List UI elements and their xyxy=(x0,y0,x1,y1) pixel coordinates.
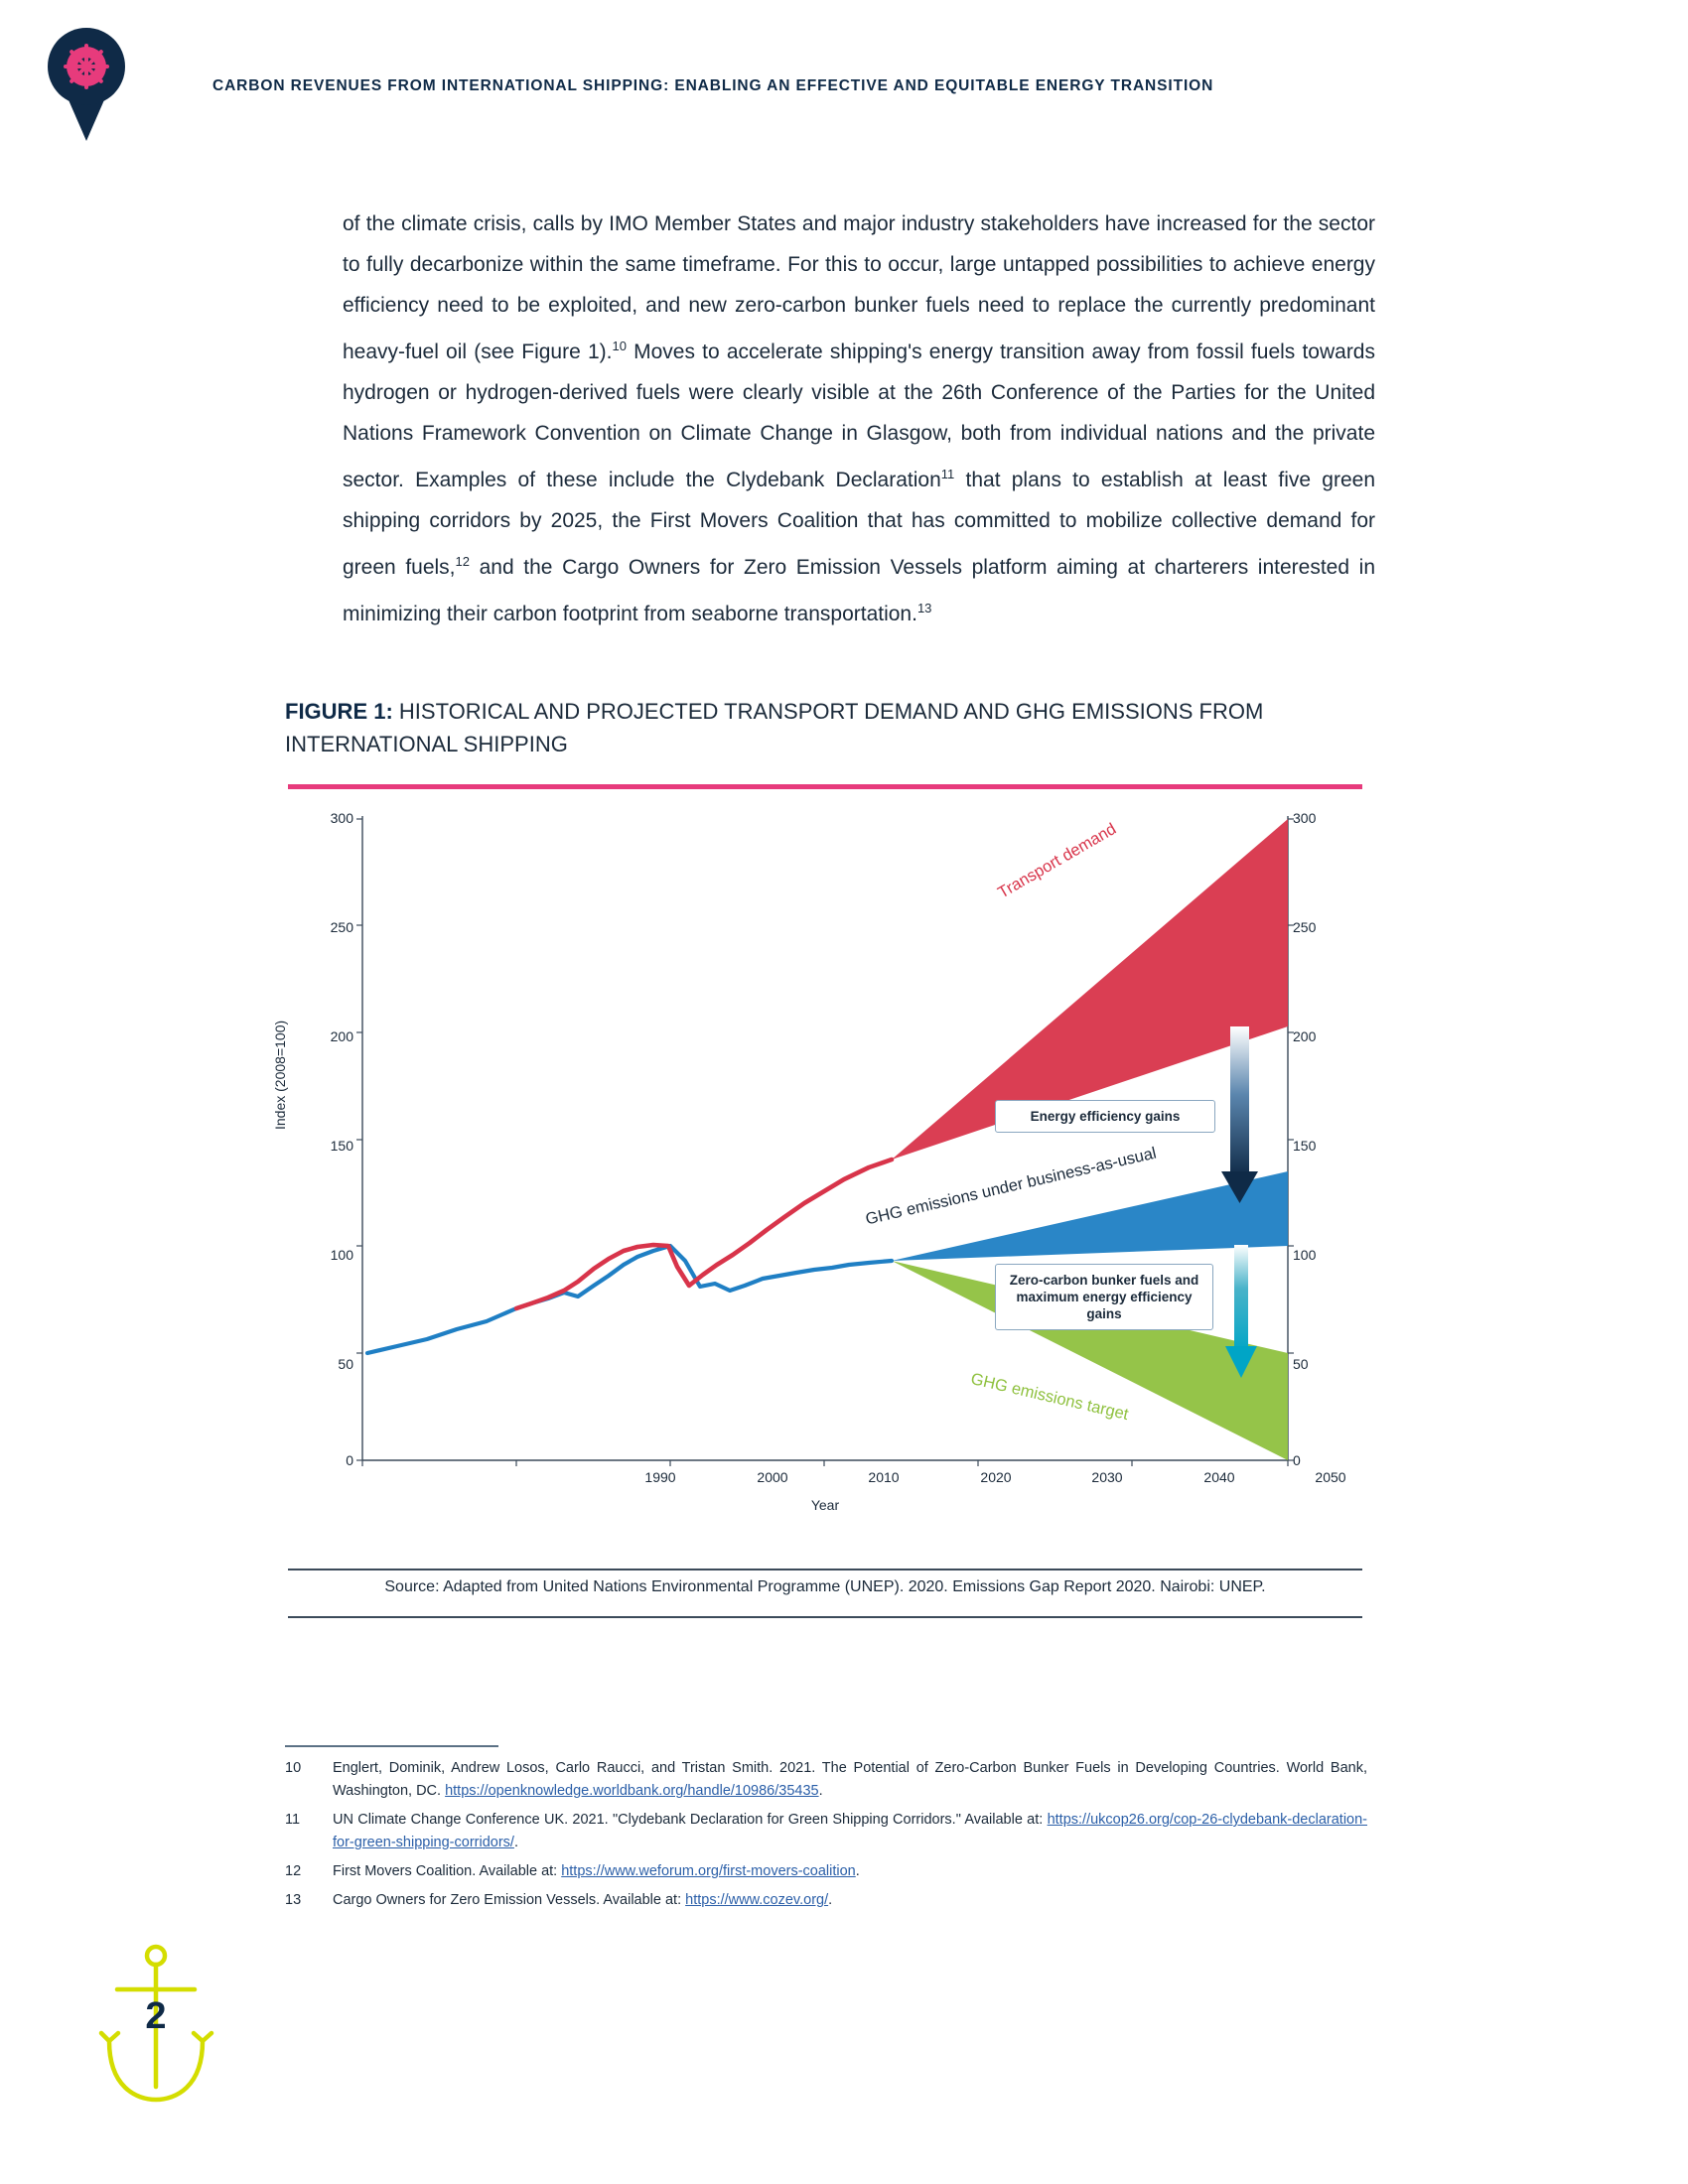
footnote-list xyxy=(285,1757,1367,1918)
callout-energy-efficiency-gains: Energy efficiency gains xyxy=(995,1100,1215,1133)
y-tick-left-150: 150 xyxy=(330,1138,353,1154)
footnote-text: UN Climate Change Conference UK. 2021. "Clydebank Declaration for Green Shipping Corridors." Available at: https://ukcop26.org/cop-26-clydebank-declaration-for-green-shipping-corridors/. xyxy=(333,1812,1367,1850)
y-tick-left-100: 100 xyxy=(330,1247,353,1263)
figure-1 xyxy=(272,784,1362,1618)
series-label-transport-demand: Transport demand xyxy=(995,819,1120,902)
footnote-text: Cargo Owners for Zero Emission Vessels. Available at: https://www.cozev.org/. xyxy=(333,1892,833,1908)
figure-top-rule xyxy=(288,784,1362,789)
y-tick-right-150: 150 xyxy=(1293,1138,1317,1154)
footnote-link[interactable]: https://ukcop26.org/cop-26-clydebank-declaration-for-green-shipping-corridors/ xyxy=(333,1812,1367,1850)
footnote-item xyxy=(285,1757,1367,1803)
y-tick-right-200: 200 xyxy=(1293,1028,1317,1044)
y-tick-right-100: 100 xyxy=(1293,1247,1317,1263)
footnote-number: 11 xyxy=(285,1812,301,1828)
x-tick-1990: 1990 xyxy=(644,1469,676,1485)
footnote-number: 13 xyxy=(285,1892,302,1908)
footnote-item xyxy=(285,1809,1367,1854)
chart-plot xyxy=(288,802,1362,1497)
map-pin-ship-wheel-icon xyxy=(48,28,125,145)
y-tick-left-250: 250 xyxy=(330,919,353,935)
footnote-link[interactable]: https://www.weforum.org/first-movers-coalition xyxy=(561,1863,856,1879)
y-tick-left-200: 200 xyxy=(330,1028,353,1044)
y-tick-right-0: 0 xyxy=(1293,1452,1301,1468)
x-tick-2010: 2010 xyxy=(868,1469,900,1485)
figure-title: HISTORICAL AND PROJECTED TRANSPORT DEMAND AND GHG EMISSIONS FROM INTERNATIONAL SHIPPING xyxy=(285,699,1264,756)
y-tick-right-250: 250 xyxy=(1293,919,1317,935)
footnote-text: Englert, Dominik, Andrew Losos, Carlo Raucci, and Tristan Smith. 2021. The Potential of Zero-Carbon Bunker Fuels in Developing Countries. World Bank, Washington, DC. https://openknowledge.worldbank.org/handle/10986/35435. xyxy=(333,1760,1367,1799)
y-tick-left-50: 50 xyxy=(338,1356,353,1372)
anchor-icon xyxy=(91,1938,220,2116)
footnote-item xyxy=(285,1889,1367,1912)
footnote-item xyxy=(285,1860,1367,1883)
x-axis-label: Year xyxy=(810,1497,840,1513)
y-axis-label: Index (2008=100) xyxy=(272,1020,288,1130)
x-tick-2040: 2040 xyxy=(1203,1469,1235,1485)
x-tick-2030: 2030 xyxy=(1091,1469,1123,1485)
x-tick-2000: 2000 xyxy=(757,1469,788,1485)
footnote-separator xyxy=(285,1745,498,1747)
chart-area xyxy=(272,802,1362,1557)
footnote-text: First Movers Coalition. Available at: https://www.weforum.org/first-movers-coalition. xyxy=(333,1863,860,1879)
y-tick-left-0: 0 xyxy=(346,1452,353,1468)
figure-label: FIGURE 1: xyxy=(285,699,393,724)
callout-zero-carbon-fuels: Zero-carbon bunker fuels and maximum energy efficiency gains xyxy=(995,1264,1213,1330)
figure-caption xyxy=(285,695,1288,760)
series-label-ghg-target: GHG emissions target xyxy=(968,1370,1131,1425)
page-header xyxy=(0,0,1688,159)
x-tick-2050: 2050 xyxy=(1315,1469,1346,1485)
x-tick-2020: 2020 xyxy=(980,1469,1012,1485)
y-tick-right-50: 50 xyxy=(1293,1356,1309,1372)
footnote-link[interactable]: https://www.cozev.org/ xyxy=(685,1892,829,1908)
body-paragraph: of the climate crisis, calls by IMO Member States and major industry stakeholders have increased for the sector to fully decarbonize within the same timeframe. For this to occur, large untapped possibilities to achieve energy efficiency need to be exploited, and new zero-carbon bunker fuels need to replace the currently predominant heavy-fuel oil (see Figure 1).$^{10}$ Moves to accelerate shipping's energy transition away from fossil fuels towards hydrogen or hydrogen-derived fuels were clearly visible at the 26th Conference of the Parties for the United Nations Framework Convention on Climate Change in Glasgow, both from individual nations and the private sector. Examples of these include the Clydebank Declaration$^{11}$ that plans to establish at least five green shipping corridors by 2025, the First Movers Coalition that has committed to mobilize collective demand for green fuels,$^{12}$ and the Cargo Owners for Zero Emission Vessels platform aiming at charterers interested in minimizing their carbon footprint from seaborne transportation.$^{13}$ xyxy=(343,212,1375,625)
y-tick-right-300: 300 xyxy=(1293,810,1317,826)
footnote-number: 12 xyxy=(285,1863,302,1879)
figure-source-note: Source: Adapted from United Nations Environmental Programme (UNEP). 2020. Emissions Gap Report 2020. Nairobi: UNEP. xyxy=(384,1578,1266,1595)
efficiency-arrow xyxy=(1221,1026,1258,1203)
page-number: 2 xyxy=(145,1995,167,2037)
footnote-link[interactable]: https://openknowledge.worldbank.org/handle/10986/35435 xyxy=(445,1783,819,1799)
footnote-number: 10 xyxy=(285,1760,302,1776)
series-label-ghg-bau: GHG emissions under business-as-usual xyxy=(864,1144,1159,1229)
header-title: CARBON REVENUES FROM INTERNATIONAL SHIPPING: ENABLING AN EFFECTIVE AND EQUITABLE ENERGY TRANSITION xyxy=(212,77,1214,94)
y-tick-left-300: 300 xyxy=(330,810,353,826)
figure-bottom-rule xyxy=(288,1569,1362,1570)
figure-source-rule xyxy=(288,1616,1362,1618)
